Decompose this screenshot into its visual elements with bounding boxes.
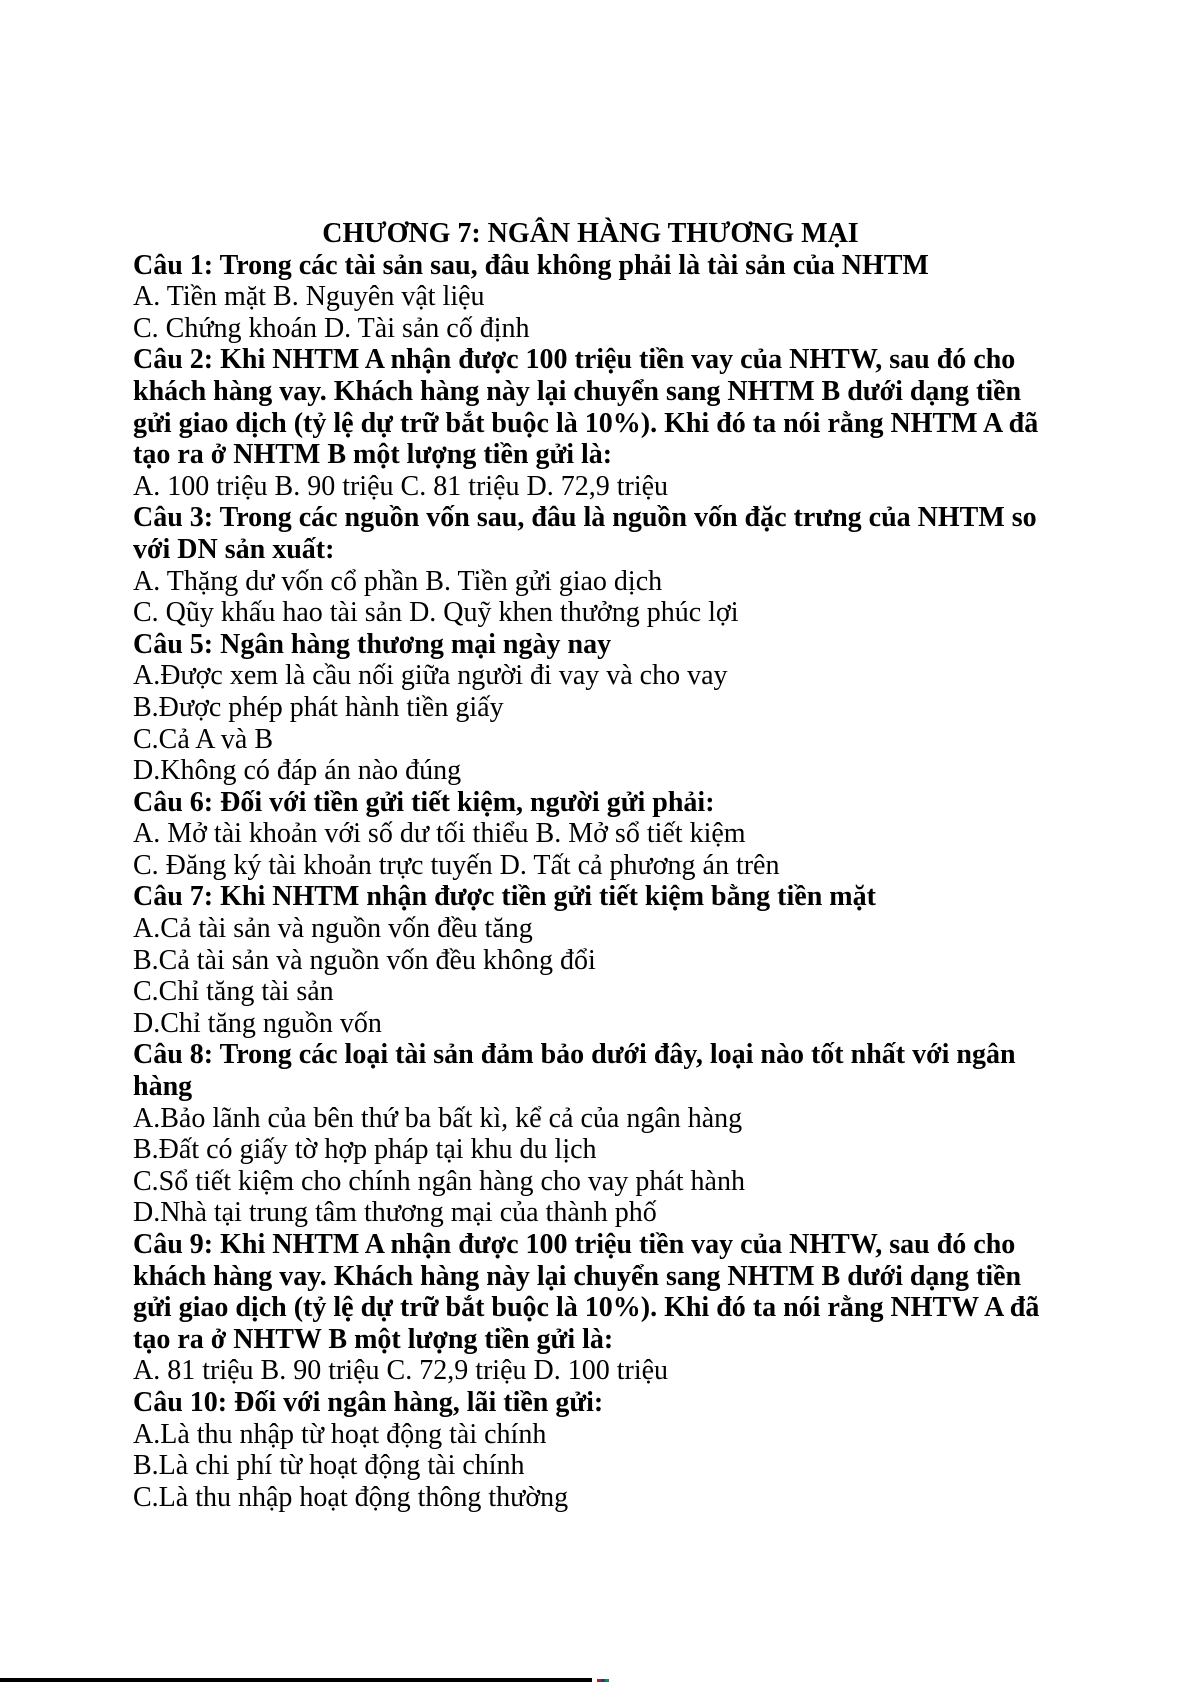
answer-option-line: C.Sổ tiết kiệm cho chính ngân hàng cho vay phát hành [133, 1165, 745, 1197]
answer-option-line: D.Nhà tại trung tâm thương mại của thành phố [133, 1197, 657, 1229]
question-prompt-line: hàng [133, 1071, 193, 1103]
answer-option-line: D.Chỉ tăng nguồn vốn [133, 1007, 382, 1039]
answer-option-line: C. Đăng ký tài khoản trực tuyến D. Tất cả phương án trên [133, 849, 780, 881]
answer-option-line: C.Cả A và B [133, 723, 274, 755]
question-prompt-line: Câu 5: Ngân hàng thương mại ngày nay [133, 628, 612, 660]
question-prompt-line: Câu 8: Trong các loại tài sản đảm bảo dưới đây, loại nào tốt nhất với ngân [133, 1039, 1016, 1071]
next-page-marker [597, 1679, 609, 1682]
answer-option-line: A. Thặng dư vốn cổ phần B. Tiền gửi giao dịch [133, 565, 663, 597]
bottom-rule [0, 1678, 592, 1682]
page-title: CHƯƠNG 7: NGÂN HÀNG THƯƠNG MẠI [322, 218, 859, 249]
question-prompt-line: gửi giao dịch (tỷ lệ dự trữ bắt buộc là 10%). Khi đó ta nói rằng NHTW A đã [133, 1292, 1040, 1324]
answer-option-line: A. 81 triệu B. 90 triệu C. 72,9 triệu D. 100 triệu [133, 1355, 669, 1387]
answer-option-line: A. 100 triệu B. 90 triệu C. 81 triệu D. 72,9 triệu [133, 470, 669, 502]
question-prompt-line: Câu 7: Khi NHTM nhận được tiền gửi tiết kiệm bằng tiền mặt [133, 881, 876, 913]
question-prompt-line: với DN sản xuất: [133, 533, 335, 565]
answer-option-line: A.Được xem là cầu nối giữa người đi vay và cho vay [133, 660, 728, 692]
question-prompt-line: Câu 1: Trong các tài sản sau, đâu không phải là tài sản của NHTM [133, 249, 929, 281]
answer-option-line: A.Là thu nhập từ hoạt động tài chính [133, 1418, 547, 1450]
question-prompt-line: Câu 10: Đối với ngân hàng, lãi tiền gửi: [133, 1386, 604, 1418]
marker-segment [605, 1679, 609, 1682]
question-prompt-line: tạo ra ở NHTM B một lượng tiền gửi là: [133, 439, 613, 471]
question-prompt-line: Câu 6: Đối với tiền gửi tiết kiệm, người gửi phải: [133, 786, 715, 818]
question-prompt-line: khách hàng vay. Khách hàng này lại chuyển sang NHTM B dưới dạng tiền [133, 375, 1022, 407]
document-content [133, 218, 1048, 1513]
answer-option-line: B.Là chi phí từ hoạt động tài chính [133, 1450, 525, 1482]
question-prompt-line: Câu 9: Khi NHTM A nhận được 100 triệu tiền vay của NHTW, sau đó cho [133, 1229, 1016, 1260]
question-prompt-line: tạo ra ở NHTW B một lượng tiền gửi là: [133, 1323, 614, 1355]
answer-option-line: B.Đất có giấy tờ hợp pháp tại khu du lịch [133, 1134, 597, 1166]
answer-option-line: C. Chứng khoán D. Tài sản cố định [133, 312, 530, 344]
answer-option-line: C.Chỉ tăng tài sản [133, 976, 334, 1008]
answer-option-line: A. Tiền mặt B. Nguyên vật liệu [133, 281, 485, 313]
answer-option-line: B.Cả tài sản và nguồn vốn đều không đổi [133, 944, 596, 976]
answer-option-line: D.Không có đáp án nào đúng [133, 755, 462, 787]
answer-option-line: C. Qũy khấu hao tài sản D. Quỹ khen thưởng phúc lợi [133, 597, 739, 629]
question-prompt-line: Câu 2: Khi NHTM A nhận được 100 triệu tiền vay của NHTW, sau đó cho [133, 344, 1016, 376]
answer-option-line: B.Được phép phát hành tiền giấy [133, 691, 504, 723]
answer-option-line: A.Cả tài sản và nguồn vốn đều tăng [133, 913, 533, 945]
question-prompt-line: khách hàng vay. Khách hàng này lại chuyển sang NHTM B dưới dạng tiền [133, 1260, 1022, 1292]
question-prompt-line: Câu 3: Trong các nguồn vốn sau, đâu là nguồn vốn đặc trưng của NHTM so [133, 502, 1037, 534]
question-prompt-line: gửi giao dịch (tỷ lệ dự trữ bắt buộc là 10%). Khi đó ta nói rằng NHTM A đã [133, 407, 1039, 439]
answer-option-line: A.Bảo lãnh của bên thứ ba bất kì, kể cả của ngân hàng [133, 1102, 743, 1134]
question-list [133, 250, 1048, 1514]
answer-option-line: A. Mở tài khoản với số dư tối thiểu B. Mở sổ tiết kiệm [133, 818, 746, 850]
answer-option-line: C.Là thu nhập hoạt động thông thường [133, 1481, 569, 1513]
